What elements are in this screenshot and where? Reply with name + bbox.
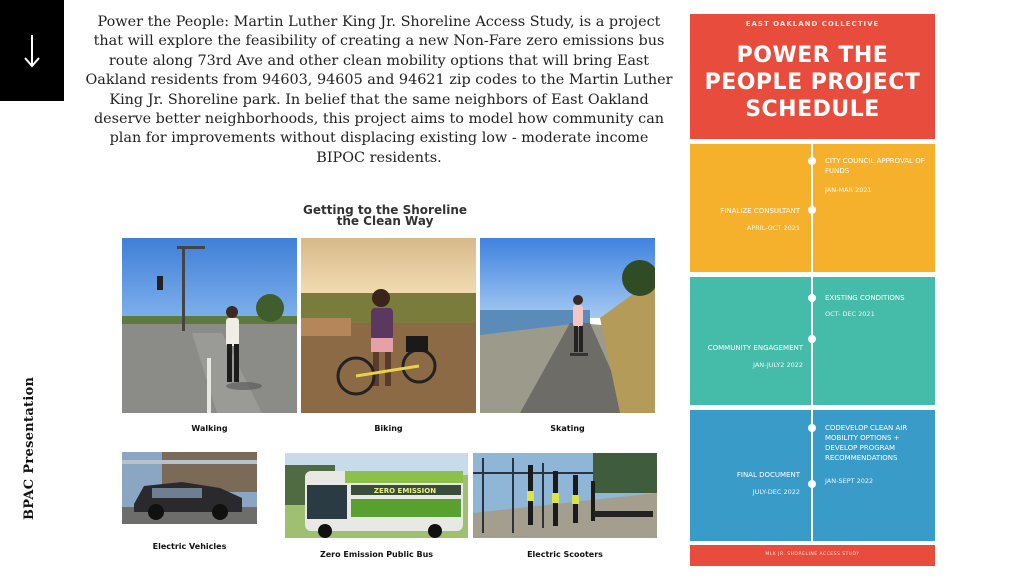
timeline-dot <box>808 424 816 432</box>
biking-caption: Biking <box>374 424 403 433</box>
org-name: EAST OAKLAND COLLECTIVE <box>745 20 880 28</box>
timeline-dot <box>808 335 816 343</box>
skating-photo <box>480 238 655 413</box>
event-label: COMMUNITY ENGAGEMENT <box>707 344 803 352</box>
event-label: CODEVELOP CLEAN AIR MOBILITY OPTIONS + DEVELOP PROGRAM RECOMMENDATIONS <box>825 424 908 462</box>
timeline-dot <box>808 294 816 302</box>
schedule-poster <box>690 14 935 566</box>
event-date: JAN-MAR 2021 <box>825 186 872 194</box>
scooters-caption: Electric Scooters <box>527 550 603 559</box>
timeline-dot <box>808 157 816 165</box>
timeline-dot <box>808 480 816 488</box>
event-label: FINAL DOCUMENT <box>736 471 800 479</box>
event-date: OCT- DEC 2021 <box>825 310 875 318</box>
intro-paragraph: Power the People: Martin Luther King Jr. Shoreline Access Study, is a project that will explore the feasibility of creating a new Non-Fare zero emissions bus route along 73rd Ave and other clean mobility options that will bring East Oakland residents from 94603, 94605 and 94621 zip codes to the Martin Luther King Jr. Shoreline park. In belief that the same neighbors of East Oakland deserve better neighborhoods, this project aims to model how community can plan for improvements without displacing existing low - moderate income BIPOC residents. <box>85 14 673 166</box>
clean-way-flyer <box>109 190 661 570</box>
schedule-band-2021 <box>690 144 935 272</box>
event-label: CITY COUNCIL APPROVAL OF FUNDS <box>825 157 925 175</box>
svg-text:ZERO EMISSION: ZERO EMISSION <box>373 487 437 495</box>
event-date: JAN-SEPT 2022 <box>825 477 874 485</box>
biking-photo <box>301 238 476 413</box>
schedule-title: POWER THE PEOPLE PROJECT SCHEDULE <box>704 43 921 122</box>
electric-scooters-photo <box>473 453 657 538</box>
side-label: BPAC Presentation <box>22 376 37 520</box>
walking-caption: Walking <box>191 424 228 433</box>
schedule-header <box>690 14 935 139</box>
electric-vehicles-photo <box>122 452 257 524</box>
event-label: FINALIZE CONSULTANT <box>720 207 800 215</box>
event-date: JULY-DEC 2022 <box>752 488 800 496</box>
event-label: EXISTING CONDITIONS <box>825 294 905 302</box>
schedule-band-engagement <box>690 277 935 405</box>
skating-caption: Skating <box>550 424 585 433</box>
event-date: JAN-JULY2 2022 <box>753 361 803 369</box>
schedule-band-2022 <box>690 410 935 541</box>
scroll-down-button[interactable] <box>0 0 64 101</box>
electric-vehicles-caption: Electric Vehicles <box>152 542 227 551</box>
walking-photo <box>122 238 297 413</box>
arrow-down-icon <box>22 34 42 68</box>
timeline-dot <box>808 206 816 214</box>
event-date: APRIL-OCT 2021 <box>746 224 800 232</box>
schedule-footer: MLK JR. SHORELINE ACCESS STUDY <box>690 545 935 566</box>
flyer-title: Getting to the Shoreline the Clean Way <box>302 203 468 228</box>
bus-caption: Zero Emission Public Bus <box>319 550 434 559</box>
zero-emission-bus-photo <box>285 453 468 538</box>
